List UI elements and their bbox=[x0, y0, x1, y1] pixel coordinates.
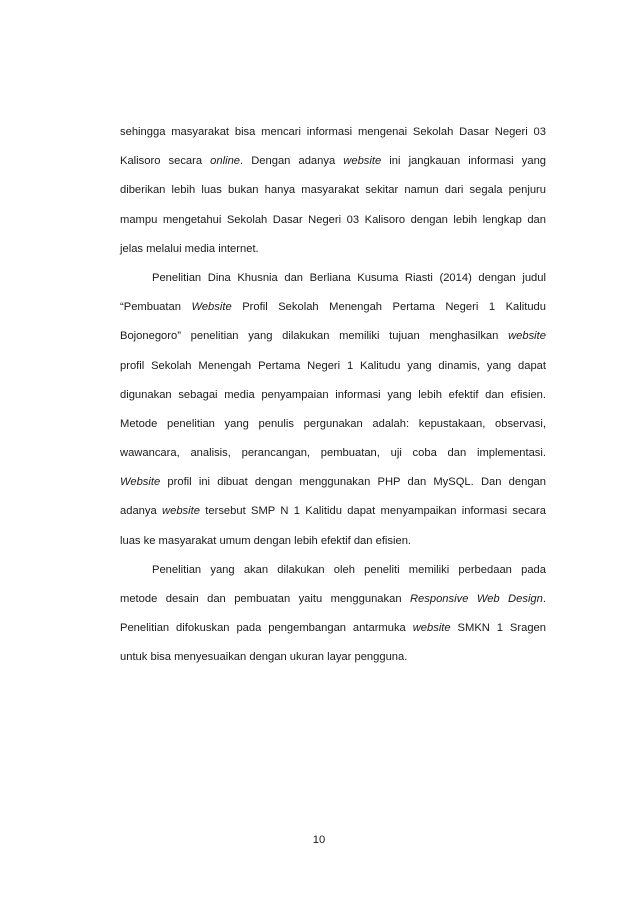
text-line bbox=[120, 410, 546, 439]
text-segment: profil Sekolah Menengah Pertama Negeri 1 Kalitudu yang dinamis, yang dapat bbox=[120, 359, 546, 372]
text-segment: Kalisoro secara bbox=[120, 155, 211, 168]
paragraph bbox=[120, 556, 546, 673]
paragraph bbox=[120, 118, 546, 264]
text-segment: Bojonegoro” penelitian yang dilakukan memiliki tujuan menghasilkan bbox=[120, 330, 509, 343]
text-line bbox=[120, 293, 546, 322]
text-segment: sehingga masyarakat bisa mencari informasi mengenai Sekolah Dasar Negeri 03 bbox=[120, 126, 546, 138]
text-line bbox=[120, 468, 546, 497]
text-segment: digunakan sebagai media penyampaian informasi yang lebih efektif dan efisien. bbox=[120, 388, 546, 401]
paragraph bbox=[120, 264, 546, 556]
text-segment: jelas melalui media internet. bbox=[120, 242, 259, 255]
text-line bbox=[120, 381, 546, 410]
text-line bbox=[120, 147, 546, 176]
text-segment: Penelitian Dina Khusnia dan Berliana Kusuma Riasti (2014) dengan judul bbox=[152, 271, 546, 284]
text-line bbox=[120, 322, 546, 351]
text-segment: ini jangkauan informasi yang bbox=[381, 155, 547, 168]
text-segment: profil ini dibuat dengan menggunakan PHP dan MySQL. Dan dengan bbox=[160, 476, 546, 489]
text-segment: wawancara, analisis, perancangan, pembuatan, uji coba dan implementasi. bbox=[120, 447, 546, 460]
text-line bbox=[120, 118, 546, 147]
text-segment: “Pembuatan bbox=[120, 301, 192, 314]
italic-text: website bbox=[162, 505, 200, 518]
page-number: 10 bbox=[312, 834, 326, 846]
text-line bbox=[120, 556, 546, 585]
text-segment: diberikan lebih luas bukan hanya masyarakat sekitar namun dari segala penjuru bbox=[120, 184, 546, 197]
text-segment: adanya bbox=[120, 505, 163, 518]
italic-text: Website bbox=[191, 301, 232, 314]
italic-text: website bbox=[343, 155, 382, 168]
text-line bbox=[120, 614, 546, 643]
text-segment: Profil Sekolah Menengah Pertama Negeri 1 Kalitudu bbox=[231, 301, 546, 314]
text-line bbox=[120, 527, 546, 556]
text-segment: . bbox=[542, 593, 546, 605]
text-segment: metode desain dan pembuatan yaitu menggunakan bbox=[120, 593, 410, 605]
text-line bbox=[120, 643, 546, 672]
text-line bbox=[120, 352, 546, 381]
text-segment: Penelitian difokuskan pada pengembangan antarmuka bbox=[120, 622, 413, 635]
text-line bbox=[120, 206, 546, 235]
italic-text: Responsive Web Design bbox=[409, 593, 543, 605]
text-segment: Penelitian yang akan dilakukan oleh peneliti memiliki perbedaan pada bbox=[152, 563, 546, 576]
text-line bbox=[120, 585, 546, 614]
text-line bbox=[120, 235, 546, 264]
text-line bbox=[120, 497, 546, 526]
text-segment: mampu mengetahui Sekolah Dasar Negeri 03 Kalisoro dengan lebih lengkap dan bbox=[120, 213, 546, 226]
text-segment: untuk bisa menyesuaikan dengan ukuran layar pengguna. bbox=[120, 651, 408, 664]
italic-text: online bbox=[210, 155, 241, 168]
text-segment: luas ke masyarakat umum dengan lebih efektif dan efisien. bbox=[120, 534, 412, 547]
body-text bbox=[120, 118, 546, 673]
text-segment: SMKN 1 Sragen bbox=[450, 622, 546, 635]
italic-text: website bbox=[412, 622, 451, 635]
text-segment: tersebut SMP N 1 Kalitidu dapat menyampaikan informasi secara bbox=[199, 505, 546, 518]
text-line bbox=[120, 176, 546, 205]
text-line bbox=[120, 264, 546, 293]
italic-text: website bbox=[508, 330, 546, 343]
text-line bbox=[120, 439, 546, 468]
text-segment: Metode penelitian yang penulis pergunakan adalah: kepustakaan, observasi, bbox=[120, 417, 546, 430]
text-segment: . Dengan adanya bbox=[240, 155, 344, 168]
italic-text: Website bbox=[120, 476, 161, 489]
